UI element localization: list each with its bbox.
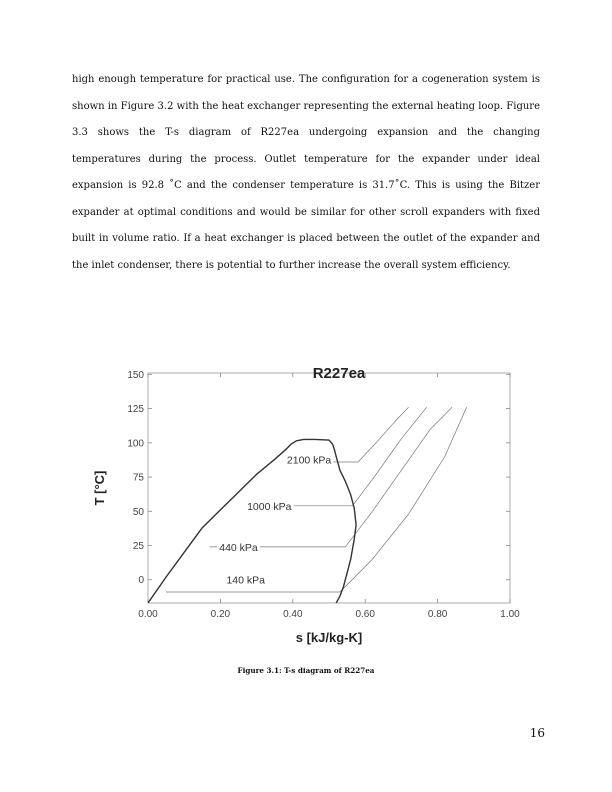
paragraph-line: expander at optimal conditions and would be similar for other scroll expanders with fixed bbox=[72, 206, 540, 218]
x-tick-label: 0.00 bbox=[138, 609, 158, 620]
paragraph-line: high enough temperature for practical use. The configuration for a cogeneration system is bbox=[72, 74, 540, 85]
paragraph-line: expansion is 92.8 ˚C and the condenser temperature is 31.7˚C. This is using the Bitzer bbox=[72, 180, 540, 191]
chart-title: R227ea bbox=[312, 365, 366, 382]
y-tick-label: 25 bbox=[132, 541, 144, 552]
paragraph-line: shown in Figure 3.2 with the heat exchanger representing the external heating loop. Figure bbox=[72, 100, 540, 112]
x-tick-label: 1.00 bbox=[500, 609, 520, 620]
page-number: 16 bbox=[529, 726, 545, 740]
paragraph-line: built in volume ratio. If a heat exchanger is placed between the outlet of the expander and bbox=[72, 233, 540, 244]
isobar-label: 1000 kPa bbox=[247, 500, 292, 513]
figure-caption: Figure 3.1: T-s diagram of R227ea bbox=[237, 666, 375, 675]
isobar-line bbox=[166, 407, 467, 592]
paragraph-line: 3.3 shows the T-s diagram of R227ea undergoing expansion and the changing bbox=[72, 127, 540, 138]
isobar-label: 440 kPa bbox=[219, 541, 258, 554]
y-tick-label: 75 bbox=[132, 472, 144, 484]
x-axis-label: s [kJ/kg-K] bbox=[295, 630, 363, 645]
y-tick-label: 50 bbox=[132, 506, 144, 518]
isobar-label: 140 kPa bbox=[226, 574, 266, 587]
x-tick-label: 0.80 bbox=[427, 609, 448, 620]
plot-frame bbox=[148, 373, 510, 603]
isobar-label: 2100 kPa bbox=[286, 454, 332, 467]
y-tick-label: 100 bbox=[127, 438, 144, 450]
x-tick-label: 0.60 bbox=[355, 609, 375, 620]
isobar-line bbox=[210, 407, 453, 547]
y-tick-label: 150 bbox=[127, 369, 144, 381]
paragraph-line: the inlet condenser, there is potential to further increase the overall system efficiency. bbox=[72, 259, 511, 271]
ts-diagram-chart bbox=[80, 355, 540, 660]
y-axis-label: T [°C] bbox=[92, 470, 107, 506]
x-tick-label: 0.20 bbox=[210, 609, 231, 620]
x-tick-label: 0.40 bbox=[283, 609, 303, 620]
isobar-line bbox=[249, 407, 426, 506]
body-paragraph bbox=[72, 67, 540, 279]
paragraph-line: temperatures during the process. Outlet temperature for the expander under ideal bbox=[72, 153, 540, 165]
y-tick-label: 0 bbox=[138, 575, 144, 587]
y-tick-label: 125 bbox=[127, 404, 144, 416]
